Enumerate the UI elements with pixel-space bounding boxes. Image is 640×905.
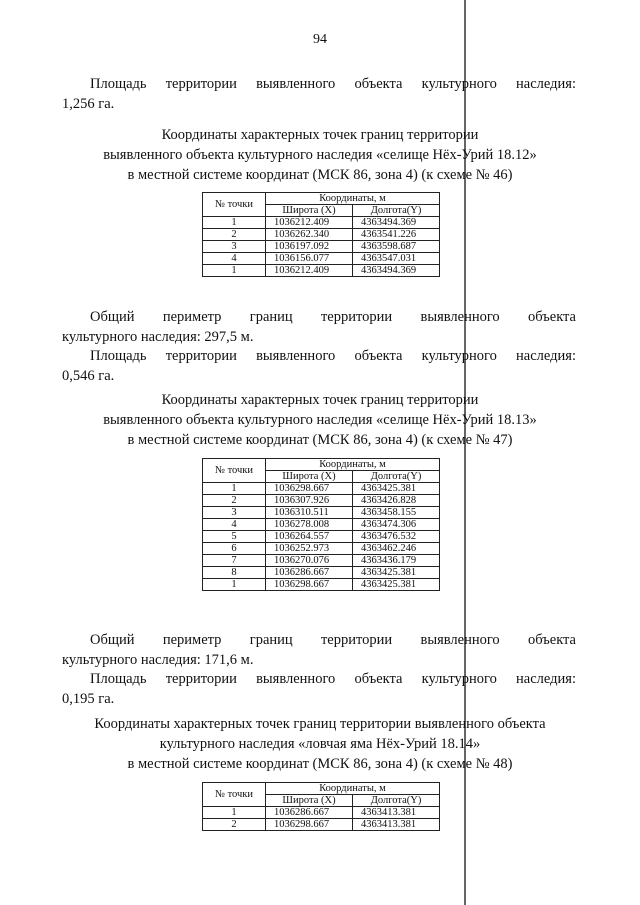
column-header-coordinates: Координаты, м	[266, 783, 440, 795]
point-number: 4	[203, 253, 266, 265]
perimeter-text: Общий периметр границ территории выявленного объекта	[90, 632, 576, 648]
longitude-cell: 4363426.828	[353, 495, 440, 507]
latitude-cell: 1036298.667	[266, 483, 353, 495]
latitude-cell: 1036307.926	[266, 495, 353, 507]
longitude-cell: 4363436.179	[353, 555, 440, 567]
point-number: 3	[203, 241, 266, 253]
longitude-cell: 4363425.381	[353, 483, 440, 495]
column-header-latitude: Широта (X)	[266, 205, 353, 217]
table-row	[203, 555, 440, 567]
page-number: 94	[313, 32, 327, 47]
table-header-row	[203, 193, 440, 205]
heading-line: Координаты характерных точек границ территории	[161, 392, 479, 408]
column-header-coordinates: Координаты, м	[266, 459, 440, 471]
latitude-cell: 1036264.557	[266, 531, 353, 543]
heading-line: культурного наследия «ловчая яма Нёх-Урий 18.14»	[159, 736, 481, 752]
longitude-cell: 4363494.369	[353, 217, 440, 229]
point-number: 1	[203, 807, 266, 819]
column-header-longitude: Долгота(Y)	[353, 471, 440, 483]
heading-line: выявленного объекта культурного наследия «селище Нёх-Урий 18.13»	[103, 412, 537, 428]
latitude-cell: 1036262.340	[266, 229, 353, 241]
table-header-row	[203, 783, 440, 795]
area-text: Площадь территории выявленного объекта культурного наследия:	[90, 76, 576, 92]
heading-line: в местной системе координат (МСК 86, зона 4) (к схеме № 47)	[127, 432, 513, 448]
longitude-cell: 4363494.369	[353, 265, 440, 277]
point-number: 1	[203, 483, 266, 495]
longitude-cell: 4363476.532	[353, 531, 440, 543]
point-number: 2	[203, 495, 266, 507]
table-row	[203, 265, 440, 277]
heading-line: Координаты характерных точек границ территории выявленного объекта	[94, 716, 546, 732]
area-value: 0,195 га.	[62, 691, 115, 707]
perimeter-text: Общий периметр границ территории выявленного объекта	[90, 309, 576, 325]
column-header-point: № точки	[203, 783, 266, 807]
point-number: 6	[203, 543, 266, 555]
area-text: Площадь территории выявленного объекта культурного наследия:	[90, 348, 576, 364]
column-header-point: № точки	[203, 193, 266, 217]
point-number: 7	[203, 555, 266, 567]
table-row	[203, 229, 440, 241]
longitude-cell: 4363462.246	[353, 543, 440, 555]
heading-line: Координаты характерных точек границ территории	[161, 127, 479, 143]
table-row	[203, 495, 440, 507]
table-row	[203, 507, 440, 519]
area-value: 0,546 га.	[62, 368, 115, 384]
table-row	[203, 567, 440, 579]
area-text: Площадь территории выявленного объекта культурного наследия:	[90, 671, 576, 687]
table-row	[203, 819, 440, 831]
column-header-longitude: Долгота(Y)	[353, 205, 440, 217]
longitude-cell: 4363413.381	[353, 807, 440, 819]
table-row	[203, 807, 440, 819]
latitude-cell: 1036212.409	[266, 217, 353, 229]
section-heading	[60, 125, 580, 185]
column-header-latitude: Широта (X)	[266, 795, 353, 807]
heading-line: выявленного объекта культурного наследия «селище Нёх-Урий 18.12»	[103, 147, 537, 163]
heading-line: в местной системе координат (МСК 86, зона 4) (к схеме № 48)	[127, 756, 513, 772]
point-number: 3	[203, 507, 266, 519]
latitude-cell: 1036286.667	[266, 807, 353, 819]
coordinates-table	[202, 458, 440, 591]
table-row	[203, 531, 440, 543]
longitude-cell: 4363547.031	[353, 253, 440, 265]
point-number: 2	[203, 229, 266, 241]
longitude-cell: 4363458.155	[353, 507, 440, 519]
point-number: 2	[203, 819, 266, 831]
point-number: 5	[203, 531, 266, 543]
latitude-cell: 1036278.008	[266, 519, 353, 531]
table-header-row	[203, 459, 440, 471]
latitude-cell: 1036212.409	[266, 265, 353, 277]
section-heading	[60, 714, 580, 774]
coordinates-table	[202, 192, 440, 277]
latitude-cell: 1036298.667	[266, 579, 353, 591]
section-heading	[60, 390, 580, 450]
perimeter-value: культурного наследия: 171,6 м.	[62, 652, 254, 668]
area-value: 1,256 га.	[62, 96, 115, 112]
column-header-point: № точки	[203, 459, 266, 483]
latitude-cell: 1036252.973	[266, 543, 353, 555]
table-row	[203, 483, 440, 495]
table-row	[203, 543, 440, 555]
longitude-cell: 4363598.687	[353, 241, 440, 253]
latitude-cell: 1036310.511	[266, 507, 353, 519]
table-row	[203, 253, 440, 265]
latitude-cell: 1036197.092	[266, 241, 353, 253]
column-header-coordinates: Координаты, м	[266, 193, 440, 205]
point-number: 4	[203, 519, 266, 531]
table-row	[203, 579, 440, 591]
perimeter-value: культурного наследия: 297,5 м.	[62, 329, 254, 345]
longitude-cell: 4363425.381	[353, 567, 440, 579]
point-number: 8	[203, 567, 266, 579]
heading-line: в местной системе координат (МСК 86, зона 4) (к схеме № 46)	[127, 167, 513, 183]
table-row	[203, 241, 440, 253]
column-header-longitude: Долгота(Y)	[353, 795, 440, 807]
point-number: 1	[203, 217, 266, 229]
longitude-cell: 4363425.381	[353, 579, 440, 591]
point-number: 1	[203, 579, 266, 591]
latitude-cell: 1036270.076	[266, 555, 353, 567]
table-row	[203, 519, 440, 531]
table-row	[203, 217, 440, 229]
column-header-latitude: Широта (X)	[266, 471, 353, 483]
latitude-cell: 1036298.667	[266, 819, 353, 831]
point-number: 1	[203, 265, 266, 277]
longitude-cell: 4363413.381	[353, 819, 440, 831]
longitude-cell: 4363474.306	[353, 519, 440, 531]
longitude-cell: 4363541.226	[353, 229, 440, 241]
latitude-cell: 1036156.077	[266, 253, 353, 265]
latitude-cell: 1036286.667	[266, 567, 353, 579]
coordinates-table	[202, 782, 440, 831]
